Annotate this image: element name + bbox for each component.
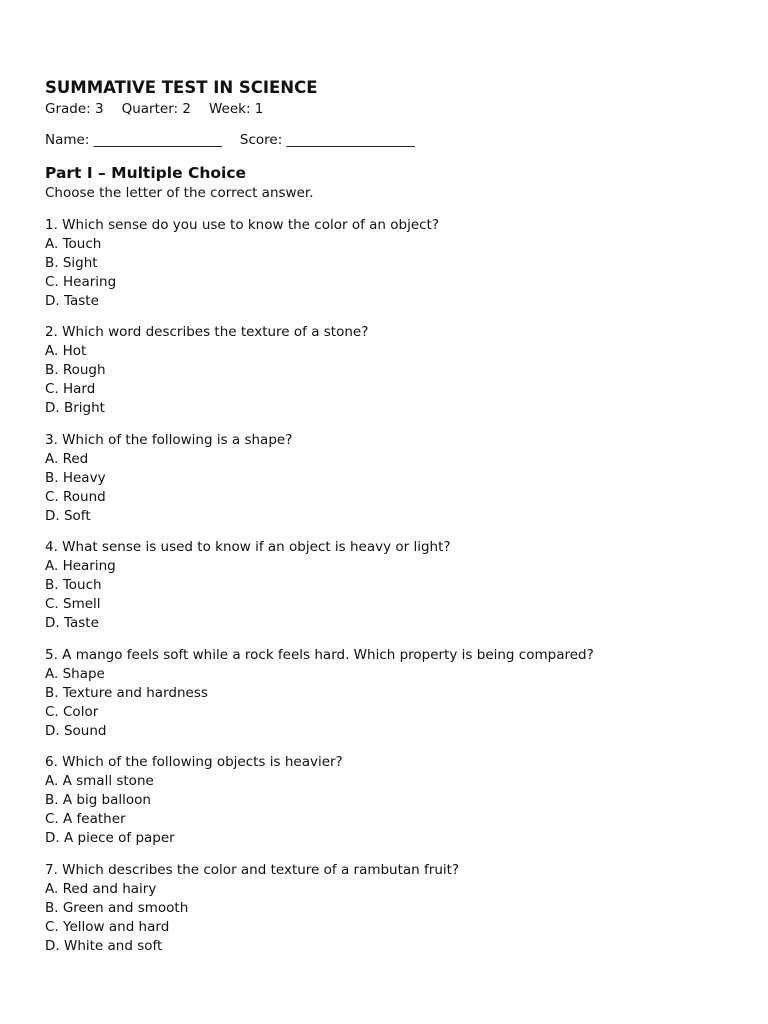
- question-item: [45, 861, 735, 956]
- name-field: Name: ___________________: [45, 132, 222, 148]
- answer-option: C. Color: [45, 703, 99, 720]
- quarter-label: Quarter: 2: [121, 101, 191, 117]
- answer-option: A. Red and hairy: [45, 880, 157, 897]
- answer-option: A. A small stone: [45, 773, 154, 789]
- answer-option: B. Touch: [45, 577, 102, 593]
- question-text: 1. Which sense do you use to know the color of an object?: [45, 216, 440, 233]
- answer-option: B. A big balloon: [45, 792, 151, 808]
- question-item: [45, 216, 735, 311]
- question-text: 7. Which describes the color and texture of a rambutan fruit?: [45, 861, 460, 878]
- answer-option: B. Rough: [45, 362, 106, 378]
- answer-option: A. Red: [45, 450, 89, 467]
- answer-option: C. A feather: [45, 811, 126, 827]
- answer-option: D. Taste: [45, 615, 99, 631]
- question-text: 6. Which of the following objects is heavier?: [45, 754, 343, 770]
- test-document: [45, 77, 735, 956]
- answer-option: B. Texture and hardness: [45, 684, 208, 701]
- answer-option: C. Hearing: [45, 273, 117, 290]
- answer-option: A. Touch: [45, 235, 102, 252]
- part-heading: Part I – Multiple Choice: [45, 164, 247, 182]
- question-item: [45, 323, 735, 418]
- answer-option: A. Hot: [45, 343, 87, 359]
- score-field: Score: ___________________: [239, 132, 415, 148]
- answer-option: C. Yellow and hard: [45, 918, 170, 935]
- question-text: 3. Which of the following is a shape?: [45, 431, 293, 448]
- answer-option: D. Sound: [45, 722, 107, 739]
- answer-option: B. Heavy: [45, 469, 106, 486]
- answer-option: C. Hard: [45, 381, 96, 397]
- week-label: Week: 1: [208, 101, 264, 117]
- question-item: [45, 431, 735, 526]
- question-item: [45, 538, 735, 633]
- grade-label: Grade: 3: [45, 101, 104, 117]
- question-text: 2. Which word describes the texture of a stone?: [45, 324, 369, 340]
- answer-option: A. Hearing: [45, 558, 116, 574]
- question-item: [45, 646, 735, 741]
- question-item: [45, 753, 735, 848]
- answer-option: D. White and soft: [45, 937, 163, 954]
- answer-option: B. Sight: [45, 254, 98, 271]
- answer-option: B. Green and smooth: [45, 899, 189, 916]
- test-meta: [45, 100, 735, 119]
- answer-option: D. Bright: [45, 400, 105, 416]
- question-text: 5. A mango feels soft while a rock feels hard. Which property is being compared?: [45, 646, 594, 663]
- question-list: [45, 216, 735, 956]
- answer-option: A. Shape: [45, 665, 105, 682]
- answer-option: D. A piece of paper: [45, 830, 175, 846]
- answer-option: D. Taste: [45, 292, 99, 309]
- answer-option: C. Smell: [45, 596, 101, 612]
- name-score-line: [45, 131, 735, 150]
- instructions: Choose the letter of the correct answer.: [45, 185, 314, 201]
- document-title: SUMMATIVE TEST IN SCIENCE: [45, 78, 318, 97]
- question-text: 4. What sense is used to know if an object is heavy or light?: [45, 539, 451, 555]
- answer-option: D. Soft: [45, 507, 91, 524]
- answer-option: C. Round: [45, 488, 106, 505]
